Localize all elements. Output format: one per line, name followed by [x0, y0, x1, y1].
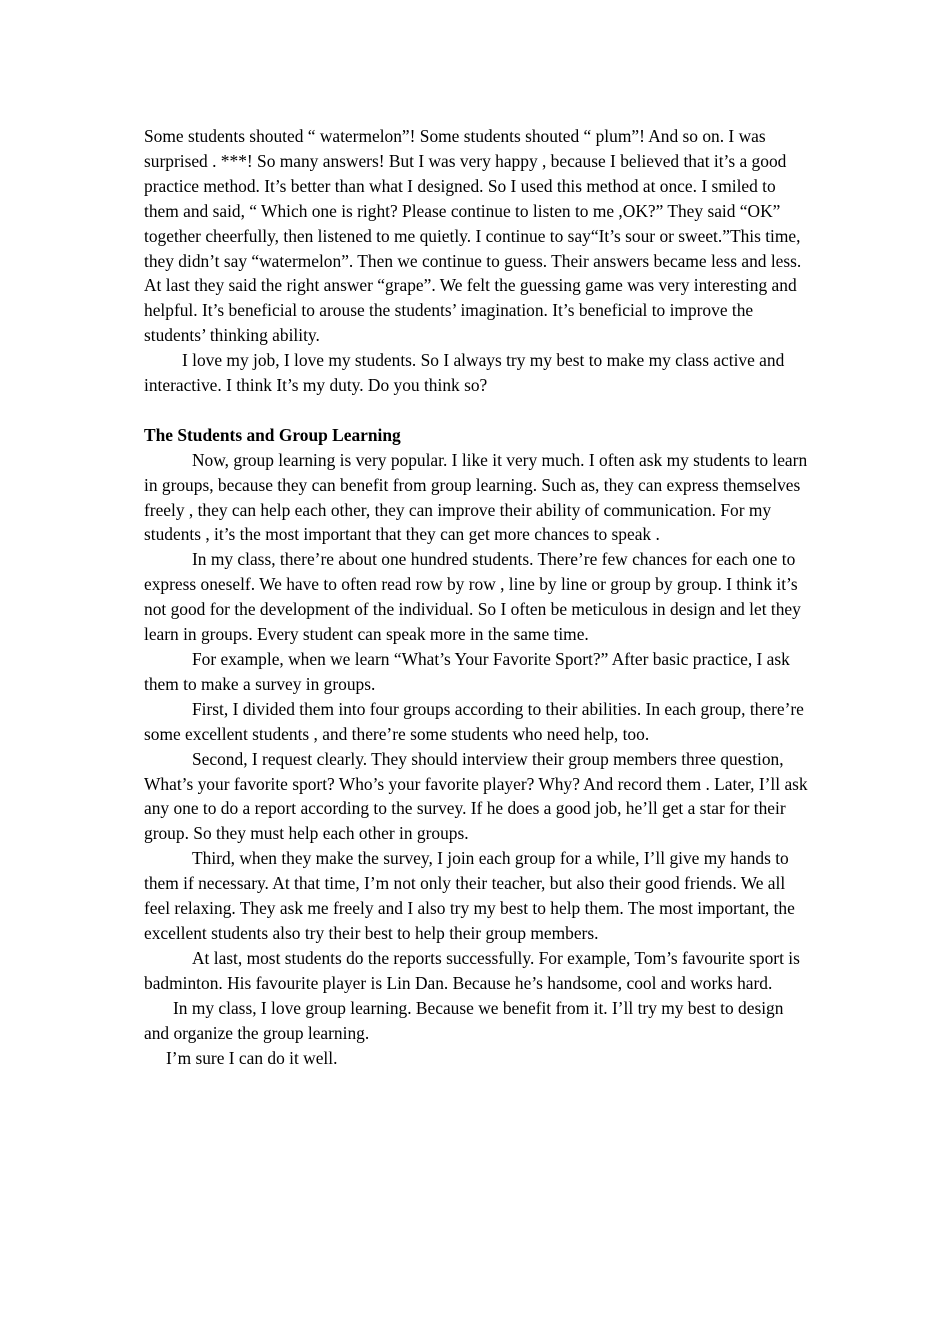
document-page — [144, 124, 808, 1070]
paragraph-second-step: Second, I request clearly. They should interview their group members three question, What’s your favorite sport? Who’s your favorite player? Why? And record them . Later, I’ll ask any one to do a report according to the survey. If he does a good job, he’ll get a star for their group. So they must help each other in groups. — [144, 748, 808, 844]
paragraph-closing: I’m sure I can do it well. — [166, 1047, 338, 1068]
paragraph-example: For example, when we learn “What’s Your Favorite Sport?” After basic practice, I ask them to make a survey in groups. — [144, 649, 790, 694]
paragraph-love-my-job: I love my job, I love my students. So I always try my best to make my class active and interactive. I think It’s my duty. Do you think so? — [144, 350, 785, 396]
paragraph-group-learning-intro: Now, group learning is very popular. I like it very much. I often ask my students to learn in groups, because they can benefit from group learning. Such as, they can express themselves freely , they can help each other, they can improve their ability of communication. For my students , it’s the most important that they can get more chances to speak . — [144, 449, 808, 545]
paragraph-last-step: At last, most students do the reports successfully. For example, Tom’s favourite sport is badminton. His favourite player is Lin Dan. Because he’s handsome, cool and works hard. — [144, 947, 800, 993]
paragraph-class-size: In my class, there’re about one hundred students. There’re few chances for each one to express oneself. We have to often read row by row , line by line or group by group. I think it’s not good for the development of the individual. So I often be meticulous in design and let they learn in groups. Every student can speak more in the same time. — [144, 549, 801, 645]
blank-line — [144, 398, 808, 423]
section-title: The Students and Group Learning — [144, 424, 401, 445]
paragraph-first-step: First, I divided them into four groups according to their abilities. In each group, there’re some excellent students , and there’re some students who need help, too. — [144, 698, 804, 744]
paragraph-guessing-game: Some students shouted “ watermelon”! Some students shouted “ plum”! And so on. I was surprised . ***! So many answers! But I was very happy , because I believed that it’s a good practice method. It’s better than what I designed. So I used this method at once. I smiled to them and said, “ Which one is right? Please continue to listen to me ,OK?” They said “OK” together cheerfully, then listened to me quietly. I continue to say“It’s sour or sweet.”This time, they didn’t say “watermelon”. Then we continue to guess. Their answers became less and less. At last they said the right answer “grape”. We felt the guessing game was very interesting and helpful. It’s beneficial to arouse the students’ imagination. It’s beneficial to improve the students’ thinking ability. — [144, 126, 802, 346]
paragraph-love-group-learning: In my class, I love group learning. Because we benefit from it. I’ll try my best to design and organize the group learning. — [144, 997, 784, 1043]
paragraph-third-step: Third, when they make the survey, I join each group for a while, I’ll give my hands to them if necessary. At that time, I’m not only their teacher, but also their good friends. We all feel relaxing. They ask me freely and I also try my best to help them. The most important, the excellent students also try their best to help their group members. — [144, 848, 795, 943]
